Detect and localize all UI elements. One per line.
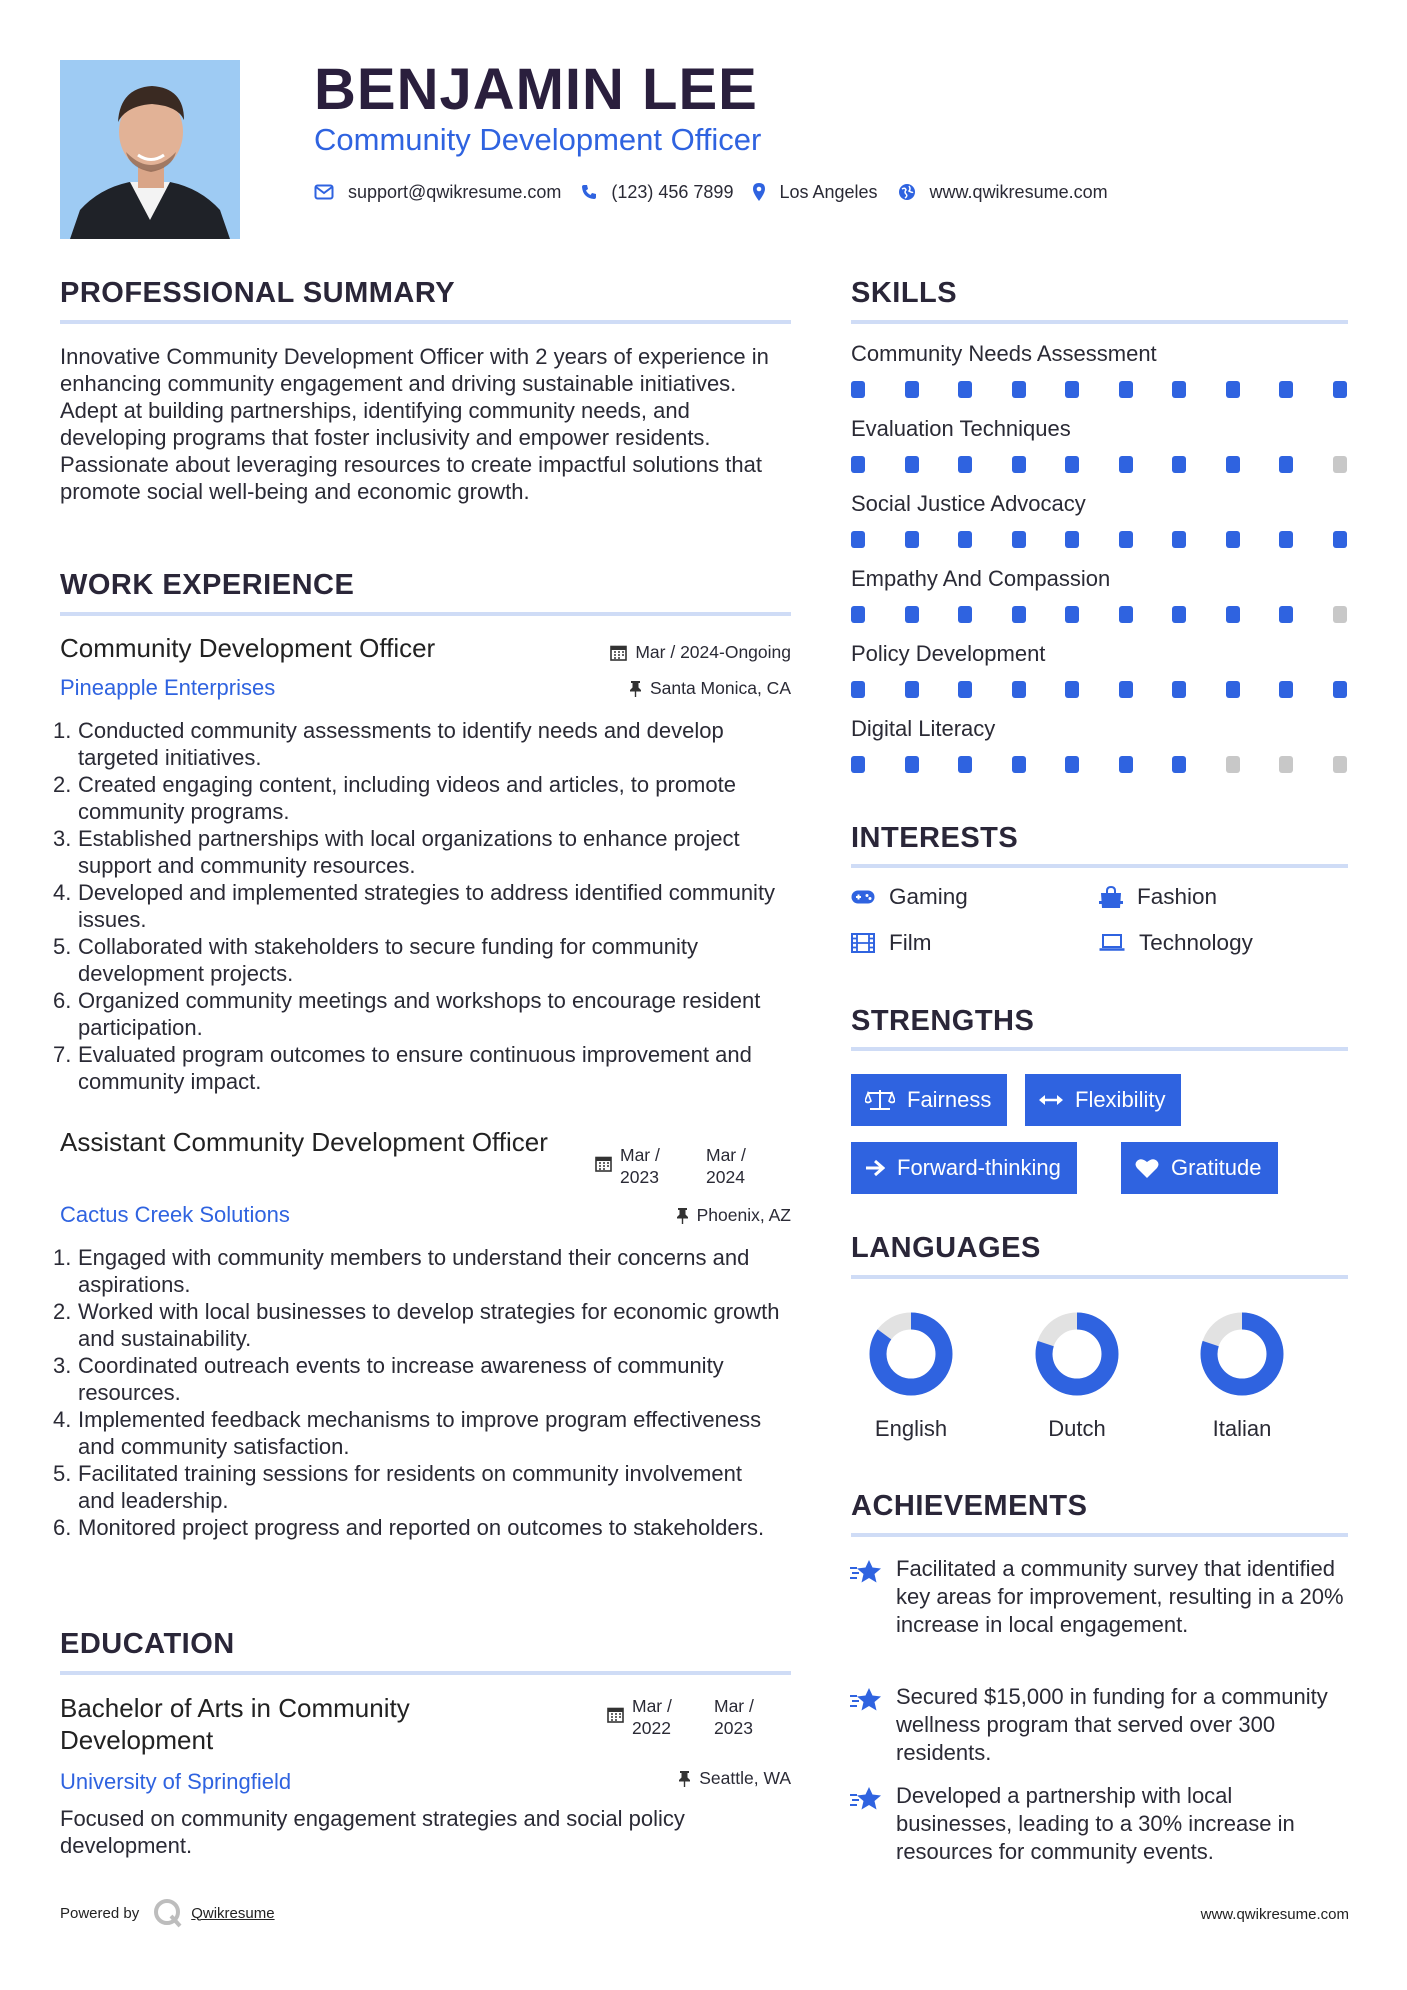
skill-dot	[1119, 456, 1133, 473]
strengths-rule	[851, 1047, 1348, 1051]
bullet-text: Implemented feedback mechanisms to improve program effectiveness and community satisfaction.	[78, 1407, 762, 1459]
bullet-number: 5.	[53, 1461, 72, 1486]
skill-dot	[1172, 756, 1186, 773]
bullet-text: Organized community meetings and workshops to encourage resident participation.	[78, 988, 761, 1040]
education-date-end: Mar / 2023	[714, 1696, 754, 1738]
bullet-number: 3.	[53, 826, 72, 851]
skill-rating	[851, 381, 1351, 399]
job-1-location-text: Santa Monica, CA	[649, 678, 791, 698]
skill-dot	[1065, 381, 1079, 398]
skill-dot	[1333, 606, 1347, 623]
interest-label: Fashion	[1137, 884, 1218, 909]
bullet-text: Monitored project progress and reported on outcomes to stakeholders.	[78, 1515, 765, 1540]
skill-dot	[905, 681, 919, 698]
job-1-date	[610, 642, 791, 663]
bullet-item	[53, 825, 780, 879]
skill-label: Digital Literacy	[851, 716, 996, 741]
calendar-icon	[610, 644, 627, 661]
skill-label: Empathy And Compassion	[851, 566, 1111, 591]
bullet-item	[53, 1406, 780, 1460]
skills-rule	[851, 320, 1348, 324]
qwikresume-link[interactable]: Qwikresume	[191, 1904, 275, 1922]
calendar-icon	[607, 1706, 624, 1723]
skill-dot	[1226, 756, 1240, 773]
footer-website[interactable]: www.qwikresume.com	[1200, 1906, 1349, 1923]
skill-dot	[1065, 681, 1079, 698]
skill-dot	[1279, 756, 1293, 773]
languages-heading: LANGUAGES	[851, 1232, 1041, 1264]
skill-dot	[1279, 456, 1293, 473]
experience-heading: WORK EXPERIENCE	[60, 569, 355, 601]
skill-dot	[958, 606, 972, 623]
skill-dot	[1172, 381, 1186, 398]
summary-text: Innovative Community Development Officer with 2 years of experience in enhancing community engagement and driving sustainable initiatives. Adept at building partnerships, identifying community needs, and developing programs that foster inclusivity and empower residents. Passionate about leveraging resources to create impactful solutions that promote social well-being and economic growth.	[60, 344, 769, 504]
skill-label: Community Needs Assessment	[851, 341, 1157, 366]
skill-dot	[1226, 456, 1240, 473]
skill-rating	[851, 681, 1351, 699]
skill-dot	[1172, 606, 1186, 623]
skill-dot	[1065, 606, 1079, 623]
laptop-icon	[1099, 934, 1125, 952]
skill-dot	[1226, 606, 1240, 623]
bullet-number: 3.	[53, 1353, 72, 1378]
skill-dot	[905, 756, 919, 773]
language-ring	[1032, 1309, 1122, 1399]
skill-dot	[1279, 681, 1293, 698]
experience-rule	[60, 612, 791, 616]
skill-dot	[851, 756, 865, 773]
skill-dot	[1119, 681, 1133, 698]
envelope-icon	[314, 184, 334, 200]
bullet-number: 1.	[53, 718, 72, 743]
language-label: English	[874, 1416, 948, 1441]
strength-forward-thinking	[851, 1142, 1077, 1194]
bullet-item	[53, 933, 780, 987]
skill-dot	[1119, 756, 1133, 773]
skill-dot	[1172, 456, 1186, 473]
skill-dot	[958, 381, 972, 398]
skill-label: Social Justice Advocacy	[851, 491, 1086, 516]
bullet-number: 1.	[53, 1245, 72, 1270]
skill-dot	[1333, 681, 1347, 698]
skill-dot	[905, 381, 919, 398]
bullet-number: 6.	[53, 988, 72, 1013]
skill-dot	[1012, 381, 1026, 398]
location-text: Los Angeles	[779, 181, 878, 202]
achievement-text: Developed a partnership with local businesses, leading to a 30% increase in resources for community events.	[896, 1783, 1295, 1864]
skill-dot	[1333, 381, 1347, 398]
interest-label: Gaming	[889, 884, 968, 909]
bullet-text: Facilitated training sessions for residents on community involvement and leadership.	[78, 1461, 742, 1513]
shopping-bag-icon	[1099, 886, 1123, 908]
skill-dot	[1172, 531, 1186, 548]
skill-dot	[1279, 606, 1293, 623]
qwikresume-logo-icon	[153, 1898, 183, 1928]
bullet-text: Coordinated outreach events to increase awareness of community resources.	[78, 1353, 724, 1405]
education-rule	[60, 1671, 791, 1675]
candidate-title: Community Development Officer	[314, 122, 762, 157]
map-marker-icon	[753, 183, 765, 201]
skill-rating	[851, 606, 1351, 624]
skill-rating	[851, 456, 1351, 474]
skill-dot	[1012, 681, 1026, 698]
skill-dot	[958, 756, 972, 773]
skill-dot	[1119, 606, 1133, 623]
film-icon	[851, 933, 875, 953]
strength-flexibility	[1025, 1074, 1181, 1126]
skill-dot	[1065, 456, 1079, 473]
education-location-text: Seattle, WA	[699, 1768, 791, 1788]
job-1-company: Pineapple Enterprises	[60, 675, 276, 700]
skill-dot	[1012, 456, 1026, 473]
skills-heading: SKILLS	[851, 277, 958, 309]
skill-dot	[905, 606, 919, 623]
skill-dot	[1226, 531, 1240, 548]
job-2-location-text: Phoenix, AZ	[696, 1205, 791, 1225]
skill-rating	[851, 531, 1351, 549]
bullet-item	[53, 717, 780, 771]
bullet-item	[53, 1244, 780, 1298]
skill-dot	[1119, 531, 1133, 548]
job-1-bullets	[53, 717, 780, 1095]
arrows-horizontal-icon	[1039, 1093, 1063, 1107]
bullet-number: 4.	[53, 880, 72, 905]
email-text: support@qwikresume.com	[348, 181, 562, 202]
job-2-location	[676, 1205, 791, 1226]
job-2-date-start: Mar / 2023	[620, 1145, 660, 1187]
skill-dot	[1333, 531, 1347, 548]
bullet-item	[53, 1298, 780, 1352]
contact-location	[753, 182, 877, 203]
skill-dot	[851, 681, 865, 698]
bullet-item	[53, 1460, 780, 1514]
education-heading: EDUCATION	[60, 1628, 235, 1660]
summary-rule	[60, 320, 791, 324]
skill-dot	[851, 606, 865, 623]
star-icon	[850, 1687, 882, 1713]
bullet-text: Established partnerships with local organizations to enhance project support and community resources.	[78, 826, 740, 878]
bullet-text: Collaborated with stakeholders to secure funding for community development projects.	[78, 934, 698, 986]
powered-by-text: Powered by	[60, 1904, 140, 1922]
strengths-heading: STRENGTHS	[851, 1005, 1035, 1037]
interest-label: Technology	[1139, 930, 1253, 955]
education-description: Focused on community engagement strategies and social policy development.	[60, 1806, 685, 1858]
skill-dot	[958, 456, 972, 473]
language-label: Italian	[1212, 1416, 1272, 1441]
footer-powered-by	[60, 1898, 275, 1928]
degree-title: Bachelor of Arts in Community Development	[60, 1693, 410, 1755]
interests-heading: INTERESTS	[851, 822, 1019, 854]
bullet-number: 5.	[53, 934, 72, 959]
star-icon	[850, 1786, 882, 1812]
strength-label: Fairness	[907, 1087, 992, 1112]
interest-label: Film	[889, 930, 932, 955]
calendar-icon	[595, 1155, 612, 1172]
bullet-number: 4.	[53, 1407, 72, 1432]
strength-gratitude	[1121, 1142, 1278, 1194]
skill-dot	[1226, 381, 1240, 398]
job-2-title: Assistant Community Development Officer	[60, 1127, 548, 1157]
job-2-bullets	[53, 1244, 780, 1541]
bullet-item	[53, 771, 780, 825]
interests-rule	[851, 864, 1348, 868]
interest-fashion	[1099, 884, 1217, 910]
interest-gaming	[851, 884, 968, 910]
bullet-text: Developed and implemented strategies to address identified community issues.	[78, 880, 776, 932]
achievements-heading: ACHIEVEMENTS	[851, 1490, 1088, 1522]
skill-dot	[1012, 606, 1026, 623]
skill-dot	[1333, 756, 1347, 773]
skill-label: Policy Development	[851, 641, 1046, 666]
bullet-number: 6.	[53, 1515, 72, 1540]
skill-dot	[851, 381, 865, 398]
skill-dot	[958, 531, 972, 548]
education-date-start: Mar / 2022	[632, 1696, 672, 1738]
job-1-date-text: Mar / 2024-Ongoing	[635, 642, 791, 662]
skill-rating	[851, 756, 1351, 774]
skill-dot	[1065, 756, 1079, 773]
bullet-item	[53, 1041, 780, 1095]
contact-phone[interactable]	[581, 182, 733, 203]
bullet-item	[53, 1352, 780, 1406]
achievement-text: Facilitated a community survey that identified key areas for improvement, resulting in a 20% increase in local engagement.	[896, 1556, 1344, 1637]
bullet-text: Created engaging content, including videos and articles, to promote community programs.	[78, 772, 736, 824]
skill-dot	[1172, 681, 1186, 698]
balance-scale-icon	[865, 1089, 895, 1111]
language-ring	[1197, 1309, 1287, 1399]
contact-bar	[314, 180, 1128, 204]
star-icon	[850, 1559, 882, 1585]
bullet-item	[53, 1514, 780, 1541]
profile-photo	[60, 60, 240, 239]
candidate-name: BENJAMIN LEE	[314, 57, 758, 122]
skill-label: Evaluation Techniques	[851, 416, 1071, 441]
gamepad-icon	[851, 889, 875, 905]
globe-icon	[898, 183, 916, 201]
strength-label: Flexibility	[1075, 1087, 1166, 1112]
bullet-item	[53, 987, 780, 1041]
contact-email[interactable]	[314, 182, 561, 203]
skill-dot	[1065, 531, 1079, 548]
phone-text: (123) 456 7899	[611, 181, 734, 202]
interest-film	[851, 930, 931, 956]
bullet-text: Conducted community assessments to identify needs and develop targeted initiatives.	[78, 718, 724, 770]
skill-dot	[1119, 381, 1133, 398]
phone-icon	[581, 184, 597, 200]
job-1-location	[629, 678, 791, 699]
pushpin-icon	[629, 680, 642, 697]
bullet-text: Engaged with community members to understand their concerns and aspirations.	[78, 1245, 750, 1297]
skill-dot	[1279, 531, 1293, 548]
heart-icon	[1135, 1158, 1159, 1179]
language-label: Dutch	[1048, 1416, 1106, 1441]
bullet-text: Worked with local businesses to develop strategies for economic growth and sustainability.	[78, 1299, 780, 1351]
languages-rule	[851, 1275, 1348, 1279]
bullet-number: 2.	[53, 1299, 72, 1324]
website-text: www.qwikresume.com	[929, 181, 1108, 202]
skill-dot	[905, 456, 919, 473]
language-ring	[866, 1309, 956, 1399]
skill-dot	[958, 681, 972, 698]
skill-dot	[1012, 531, 1026, 548]
strength-fairness	[851, 1074, 1007, 1126]
skill-dot	[905, 531, 919, 548]
bullet-number: 2.	[53, 772, 72, 797]
interest-technology	[1099, 930, 1253, 956]
school-name: University of Springfield	[60, 1769, 292, 1794]
arrow-right-icon	[865, 1159, 885, 1177]
strength-label: Forward-thinking	[897, 1155, 1061, 1180]
achievement-text: Secured $15,000 in funding for a community wellness program that served over 300 residents.	[896, 1684, 1328, 1765]
skill-dot	[1012, 756, 1026, 773]
bullet-text: Evaluated program outcomes to ensure continuous improvement and community impact.	[78, 1042, 752, 1094]
skill-dot	[851, 456, 865, 473]
pushpin-icon	[676, 1207, 689, 1224]
contact-website[interactable]	[898, 182, 1108, 203]
education-location	[678, 1768, 791, 1789]
skill-dot	[1333, 456, 1347, 473]
job-1-title: Community Development Officer	[60, 633, 436, 663]
skill-dot	[1226, 681, 1240, 698]
skill-dot	[1279, 381, 1293, 398]
summary-heading: PROFESSIONAL SUMMARY	[60, 277, 456, 309]
strength-label: Gratitude	[1171, 1155, 1262, 1180]
bullet-number: 7.	[53, 1042, 72, 1067]
bullet-item	[53, 879, 780, 933]
pushpin-icon	[678, 1770, 691, 1787]
skill-dot	[851, 531, 865, 548]
job-2-company: Cactus Creek Solutions	[60, 1202, 290, 1227]
job-2-date-end: Mar / 2024	[706, 1145, 746, 1187]
achievements-rule	[851, 1533, 1348, 1537]
